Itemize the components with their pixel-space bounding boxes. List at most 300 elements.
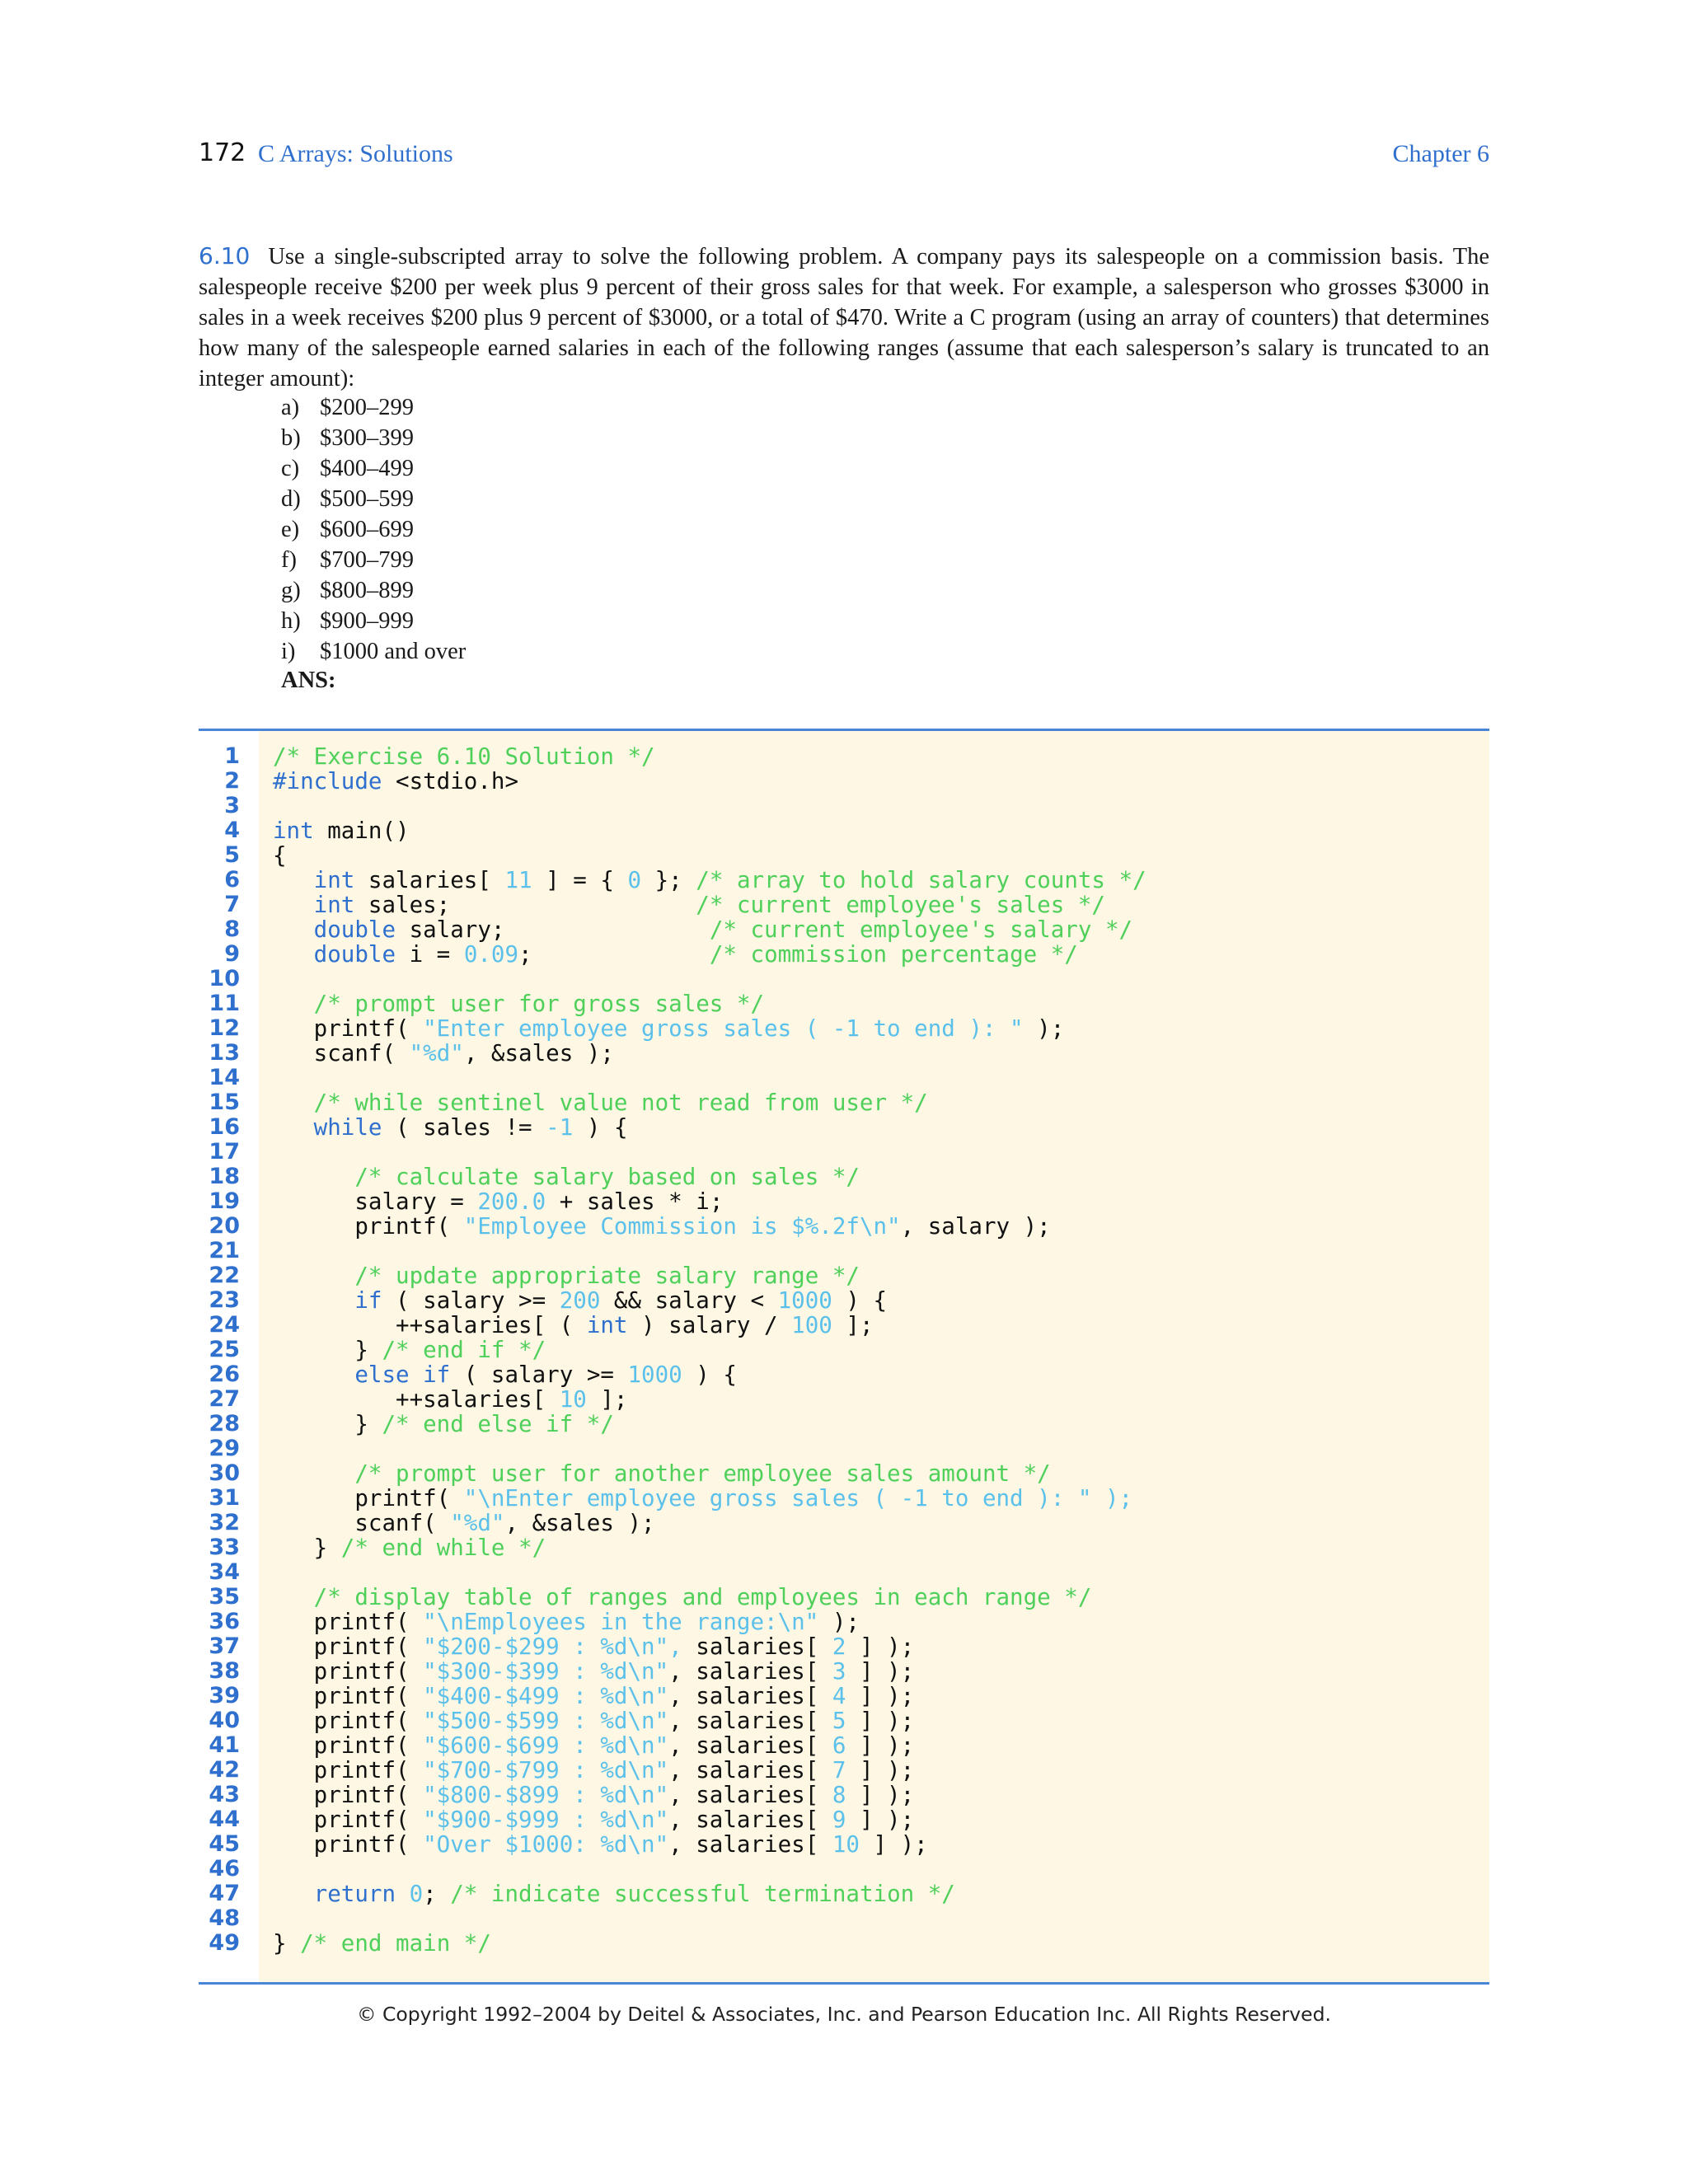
code-token: , salaries[ [668,1782,832,1808]
code-line [199,1338,1489,1362]
code-token: ) { [832,1287,888,1314]
line-number: 30 [209,1460,240,1486]
code-token: -1 [546,1114,574,1141]
code-text [273,868,1146,893]
code-line [199,1239,1489,1263]
code-line [199,991,1489,1016]
code-token: double [313,916,396,943]
code-text [273,769,518,794]
line-number: 11 [209,991,240,1016]
code-token: 200.0 [477,1188,546,1215]
code-line [199,1708,1489,1733]
code-text [273,1461,1051,1486]
code-token: salary; [396,916,710,943]
line-number: 8 [224,916,240,942]
code-text [273,1090,928,1115]
code-token: ); [1023,1015,1065,1042]
range-item-text: $700–799 [320,547,414,573]
code-line [199,1189,1489,1214]
line-number: 43 [209,1782,240,1807]
range-item [281,545,466,575]
code-token: int [273,818,314,844]
code-line [199,1090,1489,1115]
code-token: int [313,867,355,893]
code-line [199,1783,1489,1807]
range-item-label: e) [281,517,300,542]
code-text [273,1758,914,1783]
code-token: /* current employee's sales */ [696,892,1105,918]
code-token: "$500-$599 : %d\n" [423,1708,669,1734]
problem-text: Use a single-subscripted array to solve the following problem. A company pays its salespeople on a commission basis. The salespeople receive $200 per week plus 9 percent of their gross sales for that week. For example, a salesperson who grosses $3000 in sales in a week receives $200 plus 9 percent of $3000, or a total of $470. Write a C program (using an array of counters) that determines how many of the salespeople earned salaries in each of the following ranges (assume that each salesperson’s salary is truncated to an integer amount): [199,244,1489,391]
code-line [199,1634,1489,1659]
code-line [199,1758,1489,1783]
code-token: if [354,1287,382,1314]
code-token: ( salary >= [450,1361,628,1388]
code-token: , salaries[ [668,1807,832,1833]
code-token: ]; [586,1386,628,1413]
code-token [273,892,314,918]
code-token: printf( [273,1683,424,1709]
code-token: /* prompt user for gross sales */ [313,991,765,1017]
line-number: 4 [224,818,240,843]
code-token: ] = { [532,867,628,893]
line-number: 45 [209,1831,240,1857]
code-line [199,942,1489,967]
code-token: 1000 [627,1361,682,1388]
line-number: 20 [209,1213,240,1239]
code-token: printf( [273,1708,424,1734]
line-number: 35 [209,1584,240,1610]
code-token: , salary ); [900,1213,1051,1240]
line-number: 13 [209,1040,240,1066]
code-token: else if [354,1361,451,1388]
code-token: 1000 [777,1287,832,1314]
line-number: 32 [209,1510,240,1535]
code-text [273,1634,914,1659]
code-line [199,1832,1489,1857]
code-token: int [586,1312,628,1338]
code-token: } [273,1411,382,1437]
code-token: , salaries[ [668,1658,832,1685]
line-number: 38 [209,1658,240,1684]
line-number: 27 [209,1386,240,1412]
range-item [281,636,466,667]
range-item [281,484,466,514]
code-token: printf( [273,1831,424,1858]
line-number: 40 [209,1708,240,1733]
code-text [273,1387,627,1412]
range-item-label: a) [281,395,300,420]
code-token: ; [518,941,710,968]
code-token: 100 [791,1312,832,1338]
code-line [199,1906,1489,1931]
range-item [281,392,466,423]
code-line [199,769,1489,794]
code-token: printf( [273,1609,424,1635]
line-number: 37 [209,1633,240,1659]
range-item-label: g) [281,578,301,603]
code-line [199,1511,1489,1535]
code-token: scanf( [273,1040,410,1066]
line-number: 48 [209,1905,240,1931]
range-item [281,453,466,484]
line-number: 28 [209,1411,240,1436]
code-token: 6 [832,1732,846,1759]
code-token [273,1881,314,1907]
code-token: , salaries[ [668,1708,832,1734]
range-item [281,606,466,636]
code-token: ] ); [846,1658,915,1685]
code-token: int [313,892,355,918]
code-token: printf( [273,1633,424,1660]
code-token: salary = [273,1188,478,1215]
range-item-text: $200–299 [320,395,414,420]
code-line [199,1214,1489,1239]
code-line [199,1807,1489,1832]
line-number: 25 [209,1337,240,1362]
line-number: 26 [209,1361,240,1387]
line-number: 18 [209,1164,240,1189]
code-token: 7 [832,1757,846,1783]
code-token: printf( [273,1015,424,1042]
code-token: && salary < [600,1287,778,1314]
code-token [273,867,314,893]
code-token: printf( [273,1807,424,1833]
code-token: main() [313,818,410,844]
line-number: 15 [209,1090,240,1115]
range-item-label: h) [281,608,301,634]
range-item-label: b) [281,425,301,451]
code-token: i = [396,941,464,968]
code-text [273,1288,887,1313]
code-text [273,1189,723,1214]
code-text [273,1610,860,1634]
range-item-text: $600–699 [320,517,414,542]
line-number: 3 [224,793,240,818]
code-text [273,1165,860,1189]
problem-number: 6.10 [199,242,251,269]
code-token: ++salaries[ ( [273,1312,587,1338]
code-text [273,1511,655,1535]
code-token: 2 [832,1633,846,1660]
code-text [273,1313,874,1338]
line-number: 16 [209,1114,240,1140]
range-item [281,514,466,545]
code-lines [199,744,1489,1956]
salary-range-list [281,392,466,667]
code-token: ] ); [846,1683,915,1709]
code-text [273,1535,546,1560]
code-token: /* array to hold salary counts */ [696,867,1146,893]
code-token: } [273,1337,382,1363]
code-line [199,967,1489,991]
code-token: 5 [832,1708,846,1734]
code-token: , salaries[ [668,1831,832,1858]
line-number: 2 [224,768,240,794]
code-token: 0 [409,1881,424,1907]
code-line [199,1659,1489,1684]
code-line [199,1313,1489,1338]
code-text [273,1041,614,1066]
line-number: 24 [209,1312,240,1338]
code-token [273,1114,314,1141]
code-token: ) salary / [627,1312,792,1338]
code-token: 0 [627,867,642,893]
code-line [199,744,1489,769]
code-text [273,1807,914,1832]
code-token: /* current employee's salary */ [709,916,1133,943]
line-number: 39 [209,1683,240,1708]
code-token: ]; [832,1312,874,1338]
code-token: ] ); [846,1732,915,1759]
code-token: "Over $1000: %d\n" [423,1831,669,1858]
line-number: 22 [209,1263,240,1288]
code-token: ] ); [846,1708,915,1734]
code-line [199,1288,1489,1313]
range-item [281,575,466,606]
code-token: , &sales ); [504,1510,655,1536]
code-line [199,1412,1489,1436]
line-number: 29 [209,1436,240,1461]
code-token: { [273,842,287,869]
code-token: "$200-$299 : %d\n", [423,1633,682,1660]
code-token: "$900-$999 : %d\n" [423,1807,669,1833]
line-number: 31 [209,1485,240,1511]
code-token: } [273,1930,301,1957]
code-token: ] ); [859,1831,928,1858]
line-number: 36 [209,1609,240,1634]
code-token [273,1090,314,1116]
code-token: ) { [682,1361,737,1388]
code-line [199,1684,1489,1708]
code-token [273,1361,354,1388]
code-token [273,1584,314,1610]
code-token: "$400-$499 : %d\n" [423,1683,669,1709]
code-token: /* update appropriate salary range */ [354,1263,860,1289]
code-token: 11 [504,867,532,893]
code-token: "%d" [409,1040,464,1066]
line-number: 7 [224,892,240,917]
code-text [273,1783,914,1807]
code-line [199,1066,1489,1090]
code-text [273,1931,491,1956]
code-token: sales; [354,892,696,918]
code-token: /* indicate successful termination */ [450,1881,955,1907]
code-text [273,1263,860,1288]
range-item-text: $500–599 [320,486,414,512]
range-item-text: $900–999 [320,608,414,634]
code-token [273,1263,354,1289]
code-token: ++salaries[ [273,1386,560,1413]
code-text [273,1338,546,1362]
code-text [273,942,1078,967]
code-text [273,744,655,769]
code-token: 10 [832,1831,860,1858]
code-token: ) { [573,1114,628,1141]
code-line [199,1362,1489,1387]
code-line [199,1041,1489,1066]
code-text [273,1486,1132,1511]
code-line [199,1857,1489,1882]
line-number: 19 [209,1188,240,1214]
code-token: "$300-$399 : %d\n" [423,1658,669,1685]
code-token: ( sales != [382,1114,546,1141]
code-token: 10 [559,1386,587,1413]
code-token: "Employee Commission is $%.2f\n" [463,1213,901,1240]
line-number: 17 [209,1139,240,1165]
line-number: 46 [209,1856,240,1882]
line-number: 1 [224,743,240,769]
code-listing [199,729,1489,1985]
code-text [273,1659,914,1684]
code-token: double [313,941,396,968]
line-number: 6 [224,867,240,893]
answer-label: ANS: [281,668,336,693]
line-number: 23 [209,1287,240,1313]
code-token: 3 [832,1658,846,1685]
code-text [273,818,410,843]
code-text [273,1214,1051,1239]
code-token: ] ); [846,1757,915,1783]
code-token: return [313,1881,396,1907]
code-token: printf( [273,1782,424,1808]
problem-statement [199,241,1489,394]
code-text [273,893,1105,917]
range-item-text: $300–399 [320,425,414,451]
code-text [273,1708,914,1733]
code-token: ] ); [846,1782,915,1808]
code-token: 4 [832,1683,846,1709]
code-line [199,1165,1489,1189]
code-line [199,1486,1489,1511]
code-token: } [273,1535,341,1561]
code-token: , salaries[ [668,1757,832,1783]
code-token: while [313,1114,382,1141]
range-item-label: i) [281,639,296,664]
code-text [273,843,287,868]
code-token: printf( [273,1213,464,1240]
code-token: ; [423,1881,451,1907]
code-token [273,941,314,968]
code-text [273,991,764,1016]
range-item-text: $1000 and over [320,639,467,664]
code-token: ] ); [846,1633,915,1660]
line-number: 10 [209,966,240,991]
page-header [199,138,1489,180]
code-token: salaries[ [354,867,505,893]
code-token: ( salary >= [382,1287,560,1314]
code-line [199,1882,1489,1906]
code-token: printf( [273,1485,464,1511]
code-line [199,1436,1489,1461]
code-line [199,1140,1489,1165]
code-line [199,1461,1489,1486]
range-item-label: c) [281,456,300,481]
line-number: 42 [209,1757,240,1783]
line-number: 5 [224,842,240,868]
code-line [199,1115,1489,1140]
code-line [199,868,1489,893]
code-token: /* prompt user for another employee sales amount */ [354,1460,1051,1487]
code-token: "$600-$699 : %d\n" [423,1732,669,1759]
code-token: /* commission percentage */ [709,941,1078,968]
range-item-text: $400–499 [320,456,414,481]
code-token: #include [273,768,382,794]
code-text [273,1882,955,1906]
code-text [273,1115,628,1140]
line-number: 49 [209,1930,240,1956]
code-token [273,1460,354,1487]
range-item-text: $800–899 [320,578,414,603]
code-text [273,917,1132,942]
code-token: /* end if */ [382,1337,546,1363]
code-line [199,1931,1489,1956]
code-token [273,1287,354,1314]
code-token [273,1164,354,1190]
chapter-label: Chapter 6 [1392,140,1489,167]
copyright-footer: © Copyright 1992–2004 by Deitel & Associates, Inc. and Pearson Education Inc. All Rights Reserved. [357,2003,1331,2026]
code-token: 0.09 [463,941,519,968]
code-token: ); [818,1609,860,1635]
code-line [199,1560,1489,1585]
line-number: 47 [209,1881,240,1906]
code-token: "Enter employee gross sales ( -1 to end ): " [423,1015,1024,1042]
line-number: 14 [209,1065,240,1090]
line-number: 21 [209,1238,240,1263]
line-number: 44 [209,1807,240,1832]
code-line [199,818,1489,843]
code-token: /* end else if */ [382,1411,614,1437]
code-line [199,843,1489,868]
code-token: "\nEnter employee gross sales ( -1 to end ): " ); [463,1485,1133,1511]
code-token: /* calculate salary based on sales */ [354,1164,860,1190]
code-token: , &sales ); [463,1040,614,1066]
code-text [273,1684,914,1708]
code-token: /* end while */ [340,1535,546,1561]
line-number: 33 [209,1535,240,1560]
code-text [273,1585,1091,1610]
code-token: "%d" [450,1510,505,1536]
code-text [273,1832,928,1857]
line-number: 34 [209,1559,240,1585]
code-text [273,1733,914,1758]
code-token: /* end main */ [300,1930,491,1957]
code-token: , salaries[ [668,1683,832,1709]
code-token: "$700-$799 : %d\n" [423,1757,669,1783]
code-line [199,1263,1489,1288]
code-token: "\nEmployees in the range:\n" [423,1609,819,1635]
line-number: 9 [224,941,240,967]
code-token: printf( [273,1732,424,1759]
code-token: printf( [273,1658,424,1685]
code-token: 9 [832,1807,846,1833]
code-text [273,1362,737,1387]
code-token: /* Exercise 6.10 Solution */ [273,743,655,770]
code-token: /* display table of ranges and employees in each range */ [313,1584,1092,1610]
line-number: 12 [209,1015,240,1041]
code-token: printf( [273,1757,424,1783]
code-line [199,917,1489,942]
code-token: "$800-$899 : %d\n" [423,1782,669,1808]
code-line [199,1585,1489,1610]
code-line [199,1387,1489,1412]
code-token: 200 [559,1287,601,1314]
code-line [199,1016,1489,1041]
code-text [273,1016,1064,1041]
code-token: salaries[ [682,1633,832,1660]
code-token [273,916,314,943]
code-line [199,1535,1489,1560]
